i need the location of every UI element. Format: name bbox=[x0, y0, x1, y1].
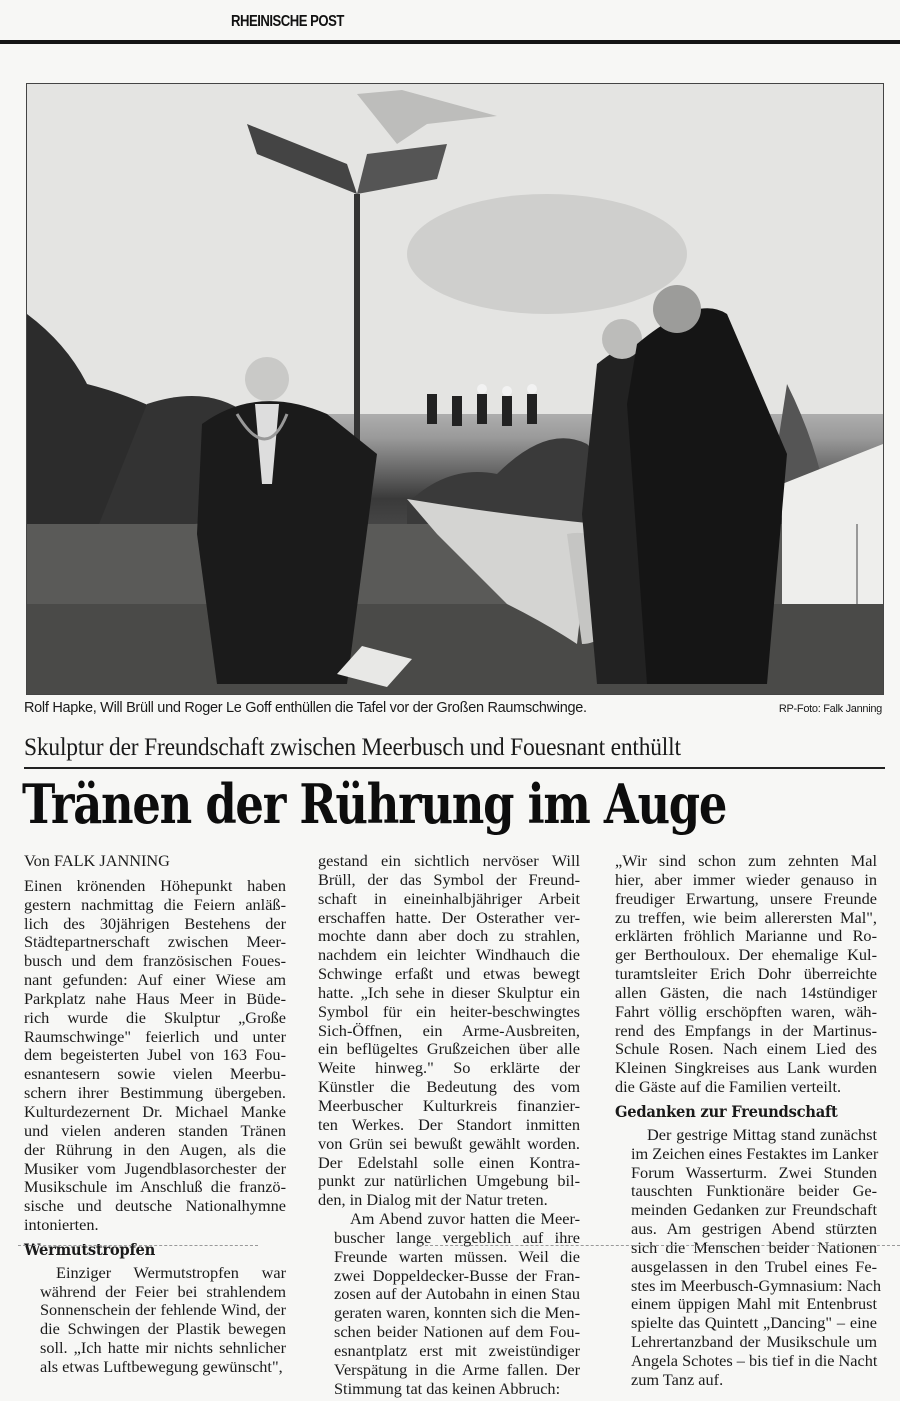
text-line: buscher lange vergeblich auf ihre bbox=[334, 1227, 580, 1247]
text-line: stes im Meerbusch-Gymnasium: Nach bbox=[631, 1275, 882, 1295]
text-line: gestern nachmittag die Feiern anläß- bbox=[24, 894, 286, 914]
text-line: von Grün sei bewußt gewählt worden. bbox=[318, 1133, 580, 1153]
photo-caption-row bbox=[24, 700, 884, 722]
subhead-gedanken: Gedanken zur Freundschaft bbox=[615, 1101, 838, 1121]
text-line: Musiker vom Jugendblasorchester der bbox=[24, 1158, 286, 1178]
text-line: esnantesern sowie vielen Meerbu- bbox=[24, 1064, 286, 1084]
paragraph bbox=[615, 852, 877, 1097]
text-line: allen Gästen, die nach 14stündiger bbox=[615, 982, 877, 1002]
text-line: Musikschule im Anschluß die franzö- bbox=[24, 1177, 286, 1197]
paragraph bbox=[24, 1264, 286, 1377]
text-line: als etwas Luftbewegung gewünscht", bbox=[40, 1356, 283, 1376]
text-line: „Wir sind schon zum zehnten Mal bbox=[615, 851, 877, 870]
text-line: ger Berthouloux. Der ehemalige Kul- bbox=[615, 945, 877, 965]
text-line: tauschten Funktionäre beider Ge- bbox=[631, 1181, 877, 1201]
photo-caption: Rolf Hapke, Will Brüll und Roger Le Goff enthüllen die Tafel vor der Großen Raumschwinge. bbox=[24, 700, 587, 716]
text-line: Einen krönenden Höhepunkt haben bbox=[24, 875, 286, 895]
masthead bbox=[0, 0, 900, 42]
paragraph bbox=[24, 877, 286, 1235]
text-line: Meerbuscher Kulturkreis finanzier- bbox=[318, 1095, 580, 1115]
text-line: esnantplatz erst mit zweistündiger bbox=[334, 1340, 580, 1360]
text-line: Stimmung tat das keinen Abbruch: bbox=[334, 1378, 561, 1398]
text-line: meinden Gedanken zur Freundschaft bbox=[631, 1200, 877, 1220]
text-line: nachdem ein leichter Windhauch die bbox=[318, 945, 580, 965]
text-line: aus. Am gestrigen Abend stürzten bbox=[631, 1219, 877, 1239]
text-line: erklärten fröhlich Marianne und Ro- bbox=[615, 926, 877, 946]
text-line: im Zeichen eines Festaktes im Lanker bbox=[631, 1143, 879, 1163]
text-line: turamtsleiter Erich Dohr überreichte bbox=[615, 964, 877, 984]
text-line: ein beflügeltes Grußzeichen über alle bbox=[318, 1039, 580, 1059]
text-line: und vielen anderen standen Tränen bbox=[24, 1120, 286, 1140]
text-line: Einziger Wermutstropfen war bbox=[56, 1262, 286, 1282]
text-line: sich die Menschen beider Nationen bbox=[631, 1237, 877, 1257]
text-line: Künstler die Bedeutung des vom bbox=[318, 1077, 580, 1097]
photo-credit: RP-Foto: Falk Janning bbox=[778, 703, 882, 715]
text-line: Schule Rosen. Nach einem Lied des bbox=[615, 1039, 877, 1059]
text-line: Städtepartnerschaft zwischen Meer- bbox=[24, 932, 286, 952]
text-line: Fahrt völlig erschöpften waren, wäh- bbox=[615, 1001, 877, 1021]
text-line: Angela Schotes – bis tief in die Nacht bbox=[631, 1350, 878, 1370]
text-line: Forum Wasserturm. Zwei Stunden bbox=[631, 1162, 877, 1182]
text-line: schen beider Nationen auf dem Fou- bbox=[334, 1322, 580, 1342]
text-line: Lehrertanzband der Musikschule um bbox=[631, 1332, 877, 1352]
text-line: punkt zur natürlichen Umgebung bil- bbox=[318, 1171, 580, 1191]
text-line: die Gäste auf die Familien verteilt. bbox=[615, 1077, 842, 1097]
dashed-separator bbox=[420, 1245, 900, 1246]
text-line: zwei Doppeldecker-Busse der Fran- bbox=[334, 1265, 580, 1285]
text-line: lich des 30jährigen Bestehens der bbox=[24, 913, 286, 933]
text-line: während der Feier bei strahlendem bbox=[40, 1281, 286, 1301]
text-line: intonierten. bbox=[24, 1215, 99, 1235]
text-line: zum Tanz auf. bbox=[631, 1369, 724, 1389]
text-line: Freunde warten müssen. Weil die bbox=[334, 1246, 580, 1266]
photo-illustration bbox=[27, 84, 883, 694]
text-line: Symbol für ein heiter-beschwingtes bbox=[318, 1001, 580, 1021]
text-line: rich wurde die Skulptur „Große bbox=[24, 1007, 286, 1027]
article-photo bbox=[26, 83, 884, 695]
text-line: freudiger Erwartung, unsere Freunde bbox=[615, 888, 877, 908]
article-column-3 bbox=[615, 851, 882, 1390]
text-line: Am Abend zuvor hatten die Meer- bbox=[350, 1209, 580, 1229]
text-line: nant gefunden: Auf einer Wiese am bbox=[24, 970, 286, 990]
text-line: gestand ein sichtlich nervöser Will bbox=[318, 851, 580, 870]
article-headline: Tränen der Rührung im Auge bbox=[22, 772, 727, 836]
text-line: Raumschwinge" feierlich und unter bbox=[24, 1026, 286, 1046]
text-line: erschaffen hatte. Der Osterather ver- bbox=[318, 907, 580, 927]
text-line: sische und deutsche Nationalhymne bbox=[24, 1196, 286, 1216]
text-line: busch und dem französischen Foues- bbox=[24, 951, 286, 971]
text-line: mochte dann aber doch zu strahlen, bbox=[318, 926, 580, 946]
text-line: rend des Empfangs in der Martinus- bbox=[615, 1020, 877, 1040]
text-line: ausgelassen in den Trubel eines Fe- bbox=[631, 1256, 877, 1276]
text-line: ten Werkes. Der Standort inmitten bbox=[318, 1114, 580, 1134]
text-line: spielte das Quintett „Dancing" – eine bbox=[631, 1313, 877, 1333]
paragraph bbox=[318, 852, 580, 1210]
text-line: hatte. „Ich sehe in dieser Skulptur ein bbox=[318, 982, 580, 1002]
byline: Von FALK JANNING bbox=[24, 851, 170, 870]
article-column-2 bbox=[318, 852, 580, 1398]
article-kicker: Skulptur der Freundschaft zwischen Meerbusch und Fouesnant enthüllt bbox=[24, 732, 681, 761]
text-line: schern ihrer Bestimmung übergeben. bbox=[24, 1083, 286, 1103]
text-line: Kulturdezernent Dr. Michael Manke bbox=[24, 1101, 286, 1121]
text-line: geraten waren, konnten sich die Men- bbox=[334, 1303, 580, 1323]
text-line: Parkplatz nahe Haus Meer in Büde- bbox=[24, 988, 286, 1008]
newspaper-name: RHEINISCHE POST bbox=[231, 13, 344, 30]
text-line: Der gestrige Mittag stand zunächst bbox=[647, 1124, 877, 1144]
text-line: schaft in eineinhalbjähriger Arbeit bbox=[318, 888, 580, 908]
text-line: hier, aber immer wieder genauso in bbox=[615, 869, 877, 889]
text-line: Weite hinweg." So erklärte der bbox=[318, 1058, 580, 1078]
text-line: der Rührung in den Augen, als die bbox=[24, 1139, 286, 1159]
text-line: dem begeisterten Jubel von 163 Fou- bbox=[24, 1045, 286, 1065]
text-line: Sonnenschein der fehlende Wind, der bbox=[40, 1300, 286, 1320]
text-line: Kleinen Singkreises aus Lank wurden bbox=[615, 1058, 877, 1078]
text-line: Verspätung in die Arme fallen. Der bbox=[334, 1359, 580, 1379]
masthead-rule bbox=[0, 40, 900, 44]
text-line: zu treffen, wie beim allerersten Mal", bbox=[615, 907, 877, 927]
paragraph bbox=[318, 1210, 580, 1398]
paragraph bbox=[615, 1124, 882, 1390]
text-line: zosen auf der Autobahn in einen Stau bbox=[334, 1284, 580, 1304]
kicker-rule bbox=[24, 767, 885, 769]
subhead-wermutstropfen: Wermutstropfen bbox=[24, 1239, 156, 1259]
text-line: den, in Dialog mit der Natur treten. bbox=[318, 1190, 548, 1210]
text-line: Sich-Öffnen, ein Arme-Ausbreiten, bbox=[318, 1020, 580, 1040]
text-line: soll. „Ich hatte mir nichts sehnlicher bbox=[40, 1338, 286, 1358]
text-line: Der Edelstahl solle einen Kontra- bbox=[318, 1152, 580, 1172]
dashed-separator bbox=[18, 1245, 258, 1246]
text-line: einem üppigen Mahl mit Entenbrust bbox=[631, 1294, 877, 1314]
text-line: Brüll, der das Symbol der Freund- bbox=[318, 869, 580, 889]
text-line: Schwinge erfaßt und etwas bewegt bbox=[318, 964, 580, 984]
text-line: die Schwingen der Plastik bewegen bbox=[40, 1319, 286, 1339]
article-column-1 bbox=[24, 852, 286, 1377]
